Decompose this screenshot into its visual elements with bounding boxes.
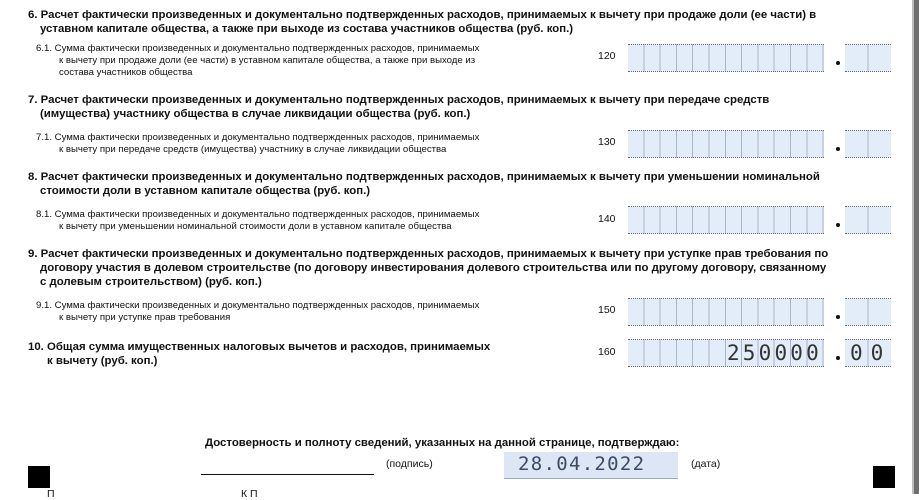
section-9-heading [28,247,828,289]
kopecks-field-120[interactable] [845,44,891,72]
decimal-dot [836,356,840,360]
field-value: 00 [850,341,892,365]
decimal-dot [836,61,840,65]
sub-line: 6.1. Сумма фактически произведенных и документально подтвержденных расходов, принимаемых [36,43,480,54]
signature-label: (подпись) [386,458,433,470]
amount-field-130[interactable] [628,130,824,158]
alignment-marker-right [873,466,895,488]
bottom-cut-text: П [47,488,55,500]
sub-line: состава участников общества [59,67,193,79]
heading-line: с долевым строительством) (руб. коп.) [40,276,262,288]
amount-field-120[interactable] [628,44,824,72]
section-number: 6. [28,9,38,21]
sub-line: к вычету при передаче средств (имущества) участнику в случае ликвидации общества [59,144,447,156]
line-code-150: 150 [598,304,616,316]
heading-line: к вычету (руб. коп.) [47,355,158,367]
heading-line: стоимости доли в уставном капитале общества (руб. коп.) [40,185,371,197]
kopecks-field-140[interactable] [845,206,891,234]
section-number: 7. [28,94,38,106]
date-field[interactable] [504,452,678,479]
sub-line: 8.1. Сумма фактически произведенных и документально подтвержденных расходов, принимаемых [36,209,480,220]
field-value: 250000 [726,341,822,365]
line-code-160: 160 [598,346,616,358]
heading-line: (имущества) участнику общества в случае ликвидации общества (руб. коп.) [40,108,471,120]
alignment-marker-left [28,466,50,488]
section-7-heading [28,93,769,121]
decimal-dot [836,315,840,319]
total-amount-field[interactable] [628,339,824,367]
signature-line[interactable] [201,474,374,475]
confirmation-text: Достоверность и полноту сведений, указанных на данной странице, подтверждаю: [205,437,680,449]
line-9-1-label [36,300,479,324]
sub-line: 7.1. Сумма фактически произведенных и документально подтвержденных расходов, принимаемых [36,132,480,143]
decimal-dot [836,223,840,227]
kopecks-field-130[interactable] [845,130,891,158]
heading-line: Расчет фактически произведенных и документально подтвержденных расходов, принимаемых к вычету при передаче средств [40,94,770,106]
sub-line: к вычету при уменьшении номинальной стоимости доли в уставном капитале общества [59,221,452,233]
bottom-cut-text: К П [241,488,258,500]
section-10-heading [28,340,490,368]
date-value: 28.04.2022 [518,453,646,475]
kopecks-field-150[interactable] [845,298,891,326]
decimal-dot [836,147,840,151]
section-6-heading [28,8,816,36]
heading-line: Расчет фактически произведенных и документально подтвержденных расходов, принимаемых к вычету при продаже доли (ее части) в [40,9,817,21]
date-label: (дата) [691,458,721,470]
section-number: 8. [28,171,38,183]
line-6-1-label [36,43,479,80]
heading-line: договору участия в долевом строительстве (по договору инвестирования долевого строительства или по другому договору, связанному [40,262,827,274]
heading-line: Общая сумма имущественных налоговых вычетов и расходов, принимаемых [47,341,491,353]
sub-line: 9.1. Сумма фактически произведенных и документально подтвержденных расходов, принимаемых [36,300,480,311]
section-8-heading [28,170,820,198]
sub-line: к вычету при продаже доли (ее части) в уставном капитале общества, а также при выходе из [59,55,476,67]
amount-field-140[interactable] [628,206,824,234]
line-8-1-label [36,209,479,233]
section-number: 9. [28,248,38,260]
line-7-1-label [36,132,479,156]
section-number: 10. [28,341,44,353]
heading-line: Расчет фактически произведенных и документально подтвержденных расходов, принимаемых к вычету при уменьшении номинальной [40,171,820,183]
scrollbar[interactable] [914,0,919,494]
total-kopecks-field[interactable] [845,339,891,367]
amount-field-150[interactable] [628,298,824,326]
sub-line: к вычету при уступке прав требования [59,312,231,324]
heading-line: уставном капитале общества, а также при выходе из состава участников общества (руб. коп.) [40,23,574,35]
line-code-140: 140 [598,213,616,225]
line-code-120: 120 [598,50,616,62]
line-code-130: 130 [598,136,616,148]
heading-line: Расчет фактически произведенных и документально подтвержденных расходов, принимаемых к вычету при уступке прав требования по [40,248,829,260]
